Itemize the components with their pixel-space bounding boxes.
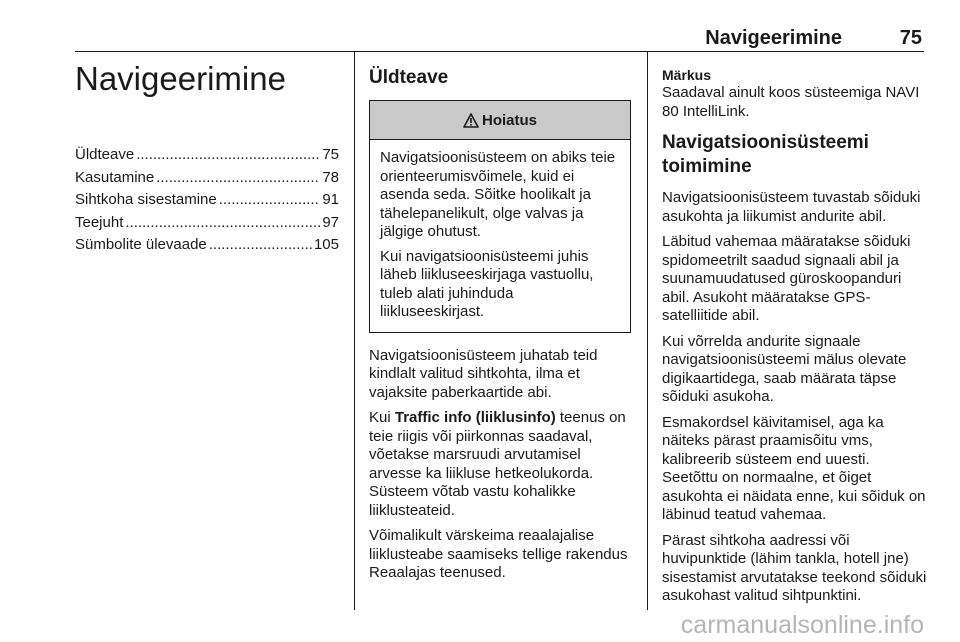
section-title: Üldteave bbox=[369, 67, 449, 88]
header-rule bbox=[75, 51, 924, 52]
section-column bbox=[369, 58, 631, 590]
toc-entry-label: Sümbolite ülevaade bbox=[75, 236, 207, 253]
toc-entry[interactable] bbox=[75, 144, 339, 167]
toc-entry-label: Sihtkoha sisestamine bbox=[75, 191, 217, 208]
toc-dot-leader bbox=[125, 212, 320, 235]
body-text: Kui bbox=[369, 409, 395, 426]
subsection-column bbox=[662, 67, 927, 613]
toc-entry[interactable] bbox=[75, 167, 339, 190]
table-of-contents bbox=[75, 144, 339, 257]
warning-header bbox=[370, 101, 630, 140]
body-paragraph: Kui võrrelda andurite signaale navigatsioonisüsteemi mälus olevate digikaartidega, saab määrata täpse sõiduki asukoha. bbox=[662, 332, 907, 405]
warning-box bbox=[369, 100, 631, 333]
toc-entry[interactable] bbox=[75, 234, 339, 257]
body-paragraph: Navigatsioonisüsteem tuvastab sõiduki asukohta ja liikumist andurite abil. bbox=[662, 189, 921, 225]
body-text: teenus on teie riigis või piirkonnas saadaval, võetakse marsruudi arvutamisel arvesse ka liikluse hetkeolukorda. Süsteem võtab vastu kohalikke liiklusteateid. bbox=[369, 409, 626, 519]
warning-paragraph: Navigatsioonisüsteem on abiks teie orienteerumisvõimele, kuid ei asenda seda. Sõitke hoolikalt ja tähelepanelikult, olge valvas ja jälgige ohutust. bbox=[380, 149, 616, 240]
warning-triangle-icon bbox=[463, 113, 479, 128]
toc-entry[interactable] bbox=[75, 212, 339, 235]
toc-entry-label: Kasutamine bbox=[75, 168, 155, 186]
chapter-title: Navigeerimine bbox=[75, 60, 286, 97]
body-paragraph: Läbitud vahemaa määratakse sõiduki spidomeetrilt saadud signaali abil ja suunamuudatused güroskoopanduri abil. Asukoht määratakse GPS-satelliitide abil. bbox=[662, 233, 911, 324]
toc-entry[interactable] bbox=[75, 189, 339, 212]
toc-dot-leader bbox=[209, 234, 312, 257]
toc-dot-leader bbox=[219, 189, 321, 212]
warning-label: Hoiatus bbox=[481, 111, 537, 129]
warning-body bbox=[370, 140, 630, 332]
watermark: carmanualsonline.info bbox=[680, 611, 924, 639]
body-paragraph: Pärast sihtkoha aadressi või huvipunktide (lähim tankla, hotell jne) sisestamist arvutatakse teekond sõiduki asukohast valitud sihtpunktini. bbox=[662, 531, 927, 604]
note-label: Märkus bbox=[662, 67, 712, 83]
body-paragraph: Navigatsioonisüsteem juhatab teid kindlalt valitud sihtkohta, ilma et vajaksite paberkaartide abi. bbox=[369, 346, 598, 401]
running-header-title: Navigeerimine bbox=[705, 27, 842, 49]
toc-entry-label: Teejuht bbox=[75, 213, 124, 231]
chapter-column bbox=[75, 58, 339, 257]
toc-entry-page: 97 bbox=[322, 213, 339, 231]
toc-entry-page: 75 bbox=[322, 146, 339, 163]
subsection-title: Navigatsioonisüsteemi toimimine bbox=[662, 132, 869, 177]
toc-entry-page: 91 bbox=[322, 191, 339, 208]
traffic-info-term: Traffic info (liiklusinfo) bbox=[394, 409, 556, 426]
toc-entry-page: 78 bbox=[322, 168, 339, 186]
body-paragraph: Võimalikult värskeima reaalajalise liiklusteabe saamiseks tellige rakendus Reaalajas teenused. bbox=[369, 527, 628, 581]
body-paragraph bbox=[369, 409, 631, 520]
body-paragraph: Esmakordsel käivitamisel, aga ka näiteks pärast praamisõitu vms, kalibreerib süsteem end uuesti. Seetõttu on normaalne, et õiget asukohta ei näidata enne, kui sõiduk on läbinud teatud vahemaa. bbox=[662, 413, 926, 523]
toc-dot-leader bbox=[136, 144, 320, 167]
column-divider bbox=[354, 52, 355, 610]
page-number: 75 bbox=[899, 27, 922, 49]
toc-dot-leader bbox=[156, 167, 320, 190]
warning-paragraph: Kui navigatsioonisüsteemi juhis läheb liikluseeskirjaga vastuollu, tuleb alati juhinduda liikluseeskirjast. bbox=[380, 247, 594, 320]
toc-entry-label: Üldteave bbox=[75, 146, 135, 163]
column-divider bbox=[647, 52, 648, 610]
note-text: Saadaval ainult koos süsteemiga NAVI 80 IntelliLink. bbox=[662, 84, 920, 120]
toc-entry-page: 105 bbox=[313, 236, 339, 253]
